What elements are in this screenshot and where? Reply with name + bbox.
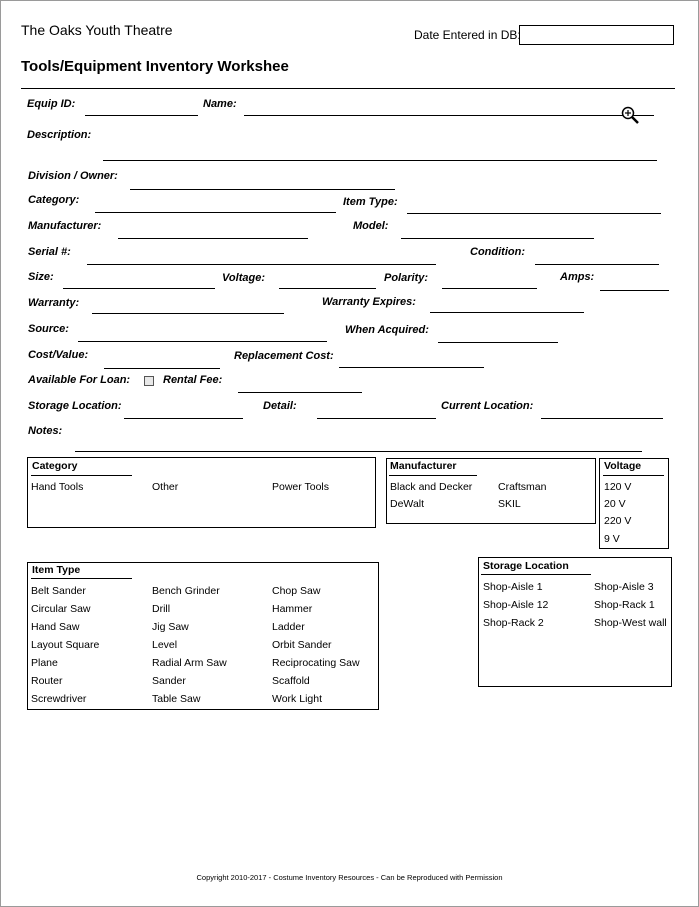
voltage-label: Voltage: <box>222 272 265 284</box>
category-list-title: Category <box>32 460 78 472</box>
storage-location-list-title: Storage Location <box>483 560 569 572</box>
voltage-option: 120 V <box>604 481 632 493</box>
voltage-field[interactable] <box>279 288 376 289</box>
item-type-option: Hammer <box>272 603 313 615</box>
category-field[interactable] <box>95 212 336 213</box>
item-type-option: Hand Saw <box>31 621 80 633</box>
item-type-option: Sander <box>152 675 186 687</box>
copyright-footer: Copyright 2010-2017 - Costume Inventory Resources - Can be Reproduced with Permission <box>196 873 503 882</box>
item-type-option: Jig Saw <box>152 621 189 633</box>
item-type-option: Plane <box>31 657 58 669</box>
model-label: Model: <box>353 220 389 232</box>
category-option: Power Tools <box>272 481 330 493</box>
item-type-option: Chop Saw <box>272 585 321 597</box>
cost-value-label: Cost/Value: <box>28 349 89 361</box>
name-label: Name: <box>203 98 237 110</box>
condition-label: Condition: <box>470 246 525 258</box>
division-owner-label: Division / Owner: <box>28 170 118 182</box>
manufacturer-label: Manufacturer: <box>28 220 102 232</box>
model-field[interactable] <box>401 238 594 239</box>
equip-id-field[interactable] <box>85 115 198 116</box>
date-entered-label: Date Entered in DB: <box>414 28 521 42</box>
item-type-option: Orbit Sander <box>272 639 332 651</box>
item-type-option: Layout Square <box>31 639 100 651</box>
manufacturer-option: SKIL <box>498 498 521 510</box>
warranty-expires-field[interactable] <box>430 312 584 313</box>
available-for-loan-checkbox[interactable] <box>144 376 154 386</box>
size-field[interactable] <box>63 288 215 289</box>
zoom-icon[interactable] <box>621 106 639 124</box>
item-type-option: Radial Arm Saw <box>152 657 227 669</box>
manufacturer-list-underline <box>389 475 477 476</box>
item-type-field[interactable] <box>407 213 661 214</box>
storage-option: Shop-Rack 2 <box>483 617 544 629</box>
manufacturer-option: Black and Decker <box>390 481 473 493</box>
category-list-underline <box>31 475 132 476</box>
page-title: Tools/Equipment Inventory Workshee <box>21 58 289 75</box>
detail-field[interactable] <box>317 418 436 419</box>
organization-name: The Oaks Youth Theatre <box>21 22 173 38</box>
replacement-cost-field[interactable] <box>339 367 484 368</box>
notes-field[interactable] <box>75 451 642 452</box>
storage-option: Shop-Aisle 12 <box>483 599 549 611</box>
item-type-option: Bench Grinder <box>152 585 220 597</box>
description-label: Description: <box>27 129 92 141</box>
source-field[interactable] <box>78 341 327 342</box>
item-type-option: Drill <box>152 603 171 615</box>
serial-label: Serial #: <box>28 246 71 258</box>
voltage-list-title: Voltage <box>604 460 642 472</box>
item-type-option: Scaffold <box>272 675 310 687</box>
storage-option: Shop-Aisle 3 <box>594 581 654 593</box>
warranty-label: Warranty: <box>28 297 80 309</box>
voltage-list-underline <box>603 475 664 476</box>
warranty-expires-label: Warranty Expires: <box>322 296 416 308</box>
category-option: Other <box>152 481 179 493</box>
warranty-field[interactable] <box>92 313 284 314</box>
voltage-option: 9 V <box>604 533 620 545</box>
when-acquired-field[interactable] <box>438 342 558 343</box>
polarity-field[interactable] <box>442 288 537 289</box>
date-entered-field[interactable] <box>519 25 674 45</box>
current-location-label: Current Location: <box>441 400 534 412</box>
polarity-label: Polarity: <box>384 272 429 284</box>
when-acquired-label: When Acquired: <box>345 324 429 336</box>
size-label: Size: <box>28 271 54 283</box>
storage-option: Shop-Aisle 1 <box>483 581 543 593</box>
source-label: Source: <box>28 323 69 335</box>
item-type-option: Table Saw <box>152 693 201 705</box>
item-type-list-underline <box>31 578 132 579</box>
item-type-option: Router <box>31 675 63 687</box>
equip-id-label: Equip ID: <box>27 98 76 110</box>
voltage-option: 20 V <box>604 498 626 510</box>
category-option: Hand Tools <box>31 481 84 493</box>
description-field[interactable] <box>103 160 657 161</box>
manufacturer-option: Craftsman <box>498 481 547 493</box>
name-field[interactable] <box>244 115 654 116</box>
manufacturer-option: DeWalt <box>390 498 425 510</box>
detail-label: Detail: <box>263 400 297 412</box>
item-type-option: Level <box>152 639 178 651</box>
amps-label: Amps: <box>560 271 595 283</box>
division-owner-field[interactable] <box>130 189 395 190</box>
manufacturer-field[interactable] <box>118 238 308 239</box>
notes-label: Notes: <box>28 425 63 437</box>
manufacturer-list-title: Manufacturer <box>390 460 457 472</box>
item-type-option: Screwdriver <box>31 693 87 705</box>
storage-location-list-underline <box>481 574 591 575</box>
rental-fee-field[interactable] <box>238 392 362 393</box>
item-type-label: Item Type: <box>343 196 398 208</box>
current-location-field[interactable] <box>541 418 663 419</box>
title-divider <box>21 88 675 89</box>
amps-field[interactable] <box>600 290 669 291</box>
item-type-option: Reciprocating Saw <box>272 657 360 669</box>
storage-option: Shop-West wall <box>594 617 667 629</box>
item-type-option: Circular Saw <box>31 603 91 615</box>
available-for-loan-label: Available For Loan: <box>28 374 131 386</box>
storage-option: Shop-Rack 1 <box>594 599 655 611</box>
cost-value-field[interactable] <box>104 368 220 369</box>
serial-field[interactable] <box>87 264 436 265</box>
storage-location-label: Storage Location: <box>28 400 122 412</box>
item-type-option: Ladder <box>272 621 305 633</box>
voltage-option: 220 V <box>604 515 632 527</box>
category-label: Category: <box>28 194 80 206</box>
item-type-list-title: Item Type <box>32 564 81 576</box>
item-type-option: Work Light <box>272 693 322 705</box>
condition-field[interactable] <box>535 264 659 265</box>
rental-fee-label: Rental Fee: <box>163 374 223 386</box>
storage-location-field[interactable] <box>124 418 243 419</box>
replacement-cost-label: Replacement Cost: <box>234 350 334 362</box>
item-type-option: Belt Sander <box>31 585 86 597</box>
